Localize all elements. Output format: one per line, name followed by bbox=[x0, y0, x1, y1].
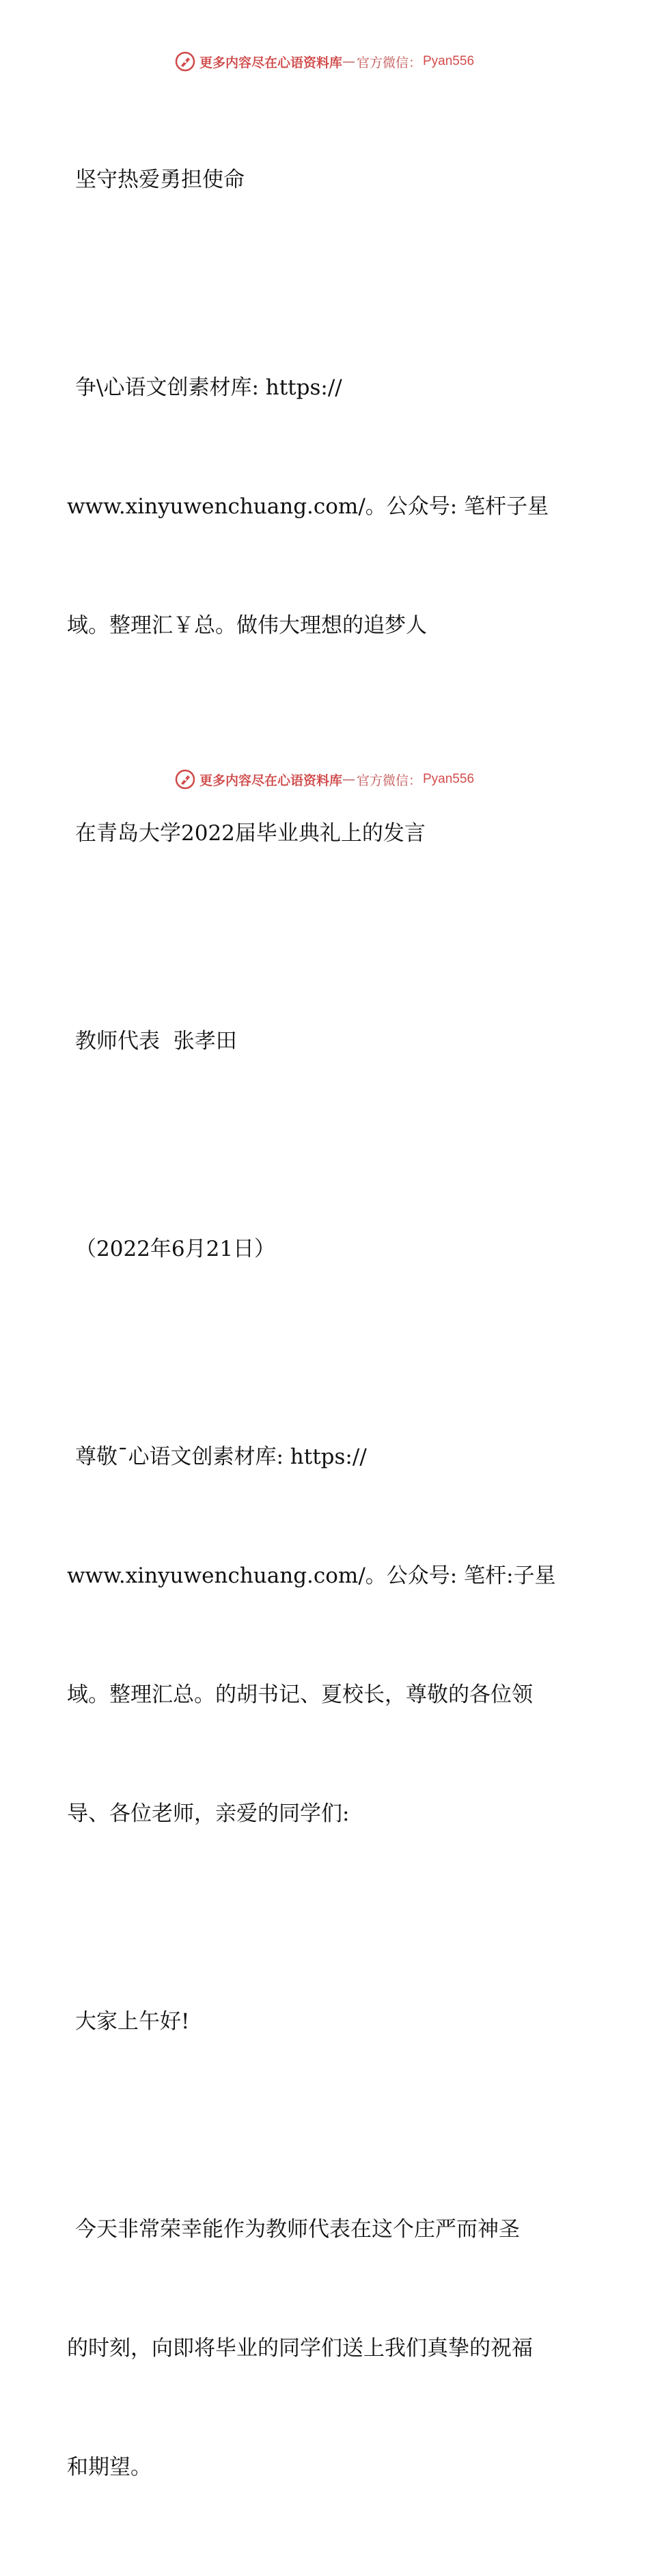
banner-site-text: 更多内容尽在心语资料库 bbox=[199, 55, 342, 70]
footer-banner bbox=[0, 766, 649, 793]
text-line: 教师代表 张孝田 bbox=[75, 1029, 237, 1054]
text-line: 的时刻，向即将毕业的同学们送上我们真挚的祝福 bbox=[67, 2336, 533, 2361]
text-line: （2022年6月21日） bbox=[75, 1237, 276, 1261]
paragraph-greeting bbox=[67, 1922, 586, 2121]
banner-separator: — bbox=[342, 54, 355, 69]
banner-site-text: 更多内容尽在心语资料库 bbox=[199, 773, 342, 788]
paragraph-salutation bbox=[67, 1358, 586, 1913]
text-line: 在青岛大学2022届毕业典礼上的发言 bbox=[75, 821, 426, 846]
text-line: 域。整理汇总。的胡书记、夏校长，尊敬的各位领 bbox=[67, 1682, 533, 1707]
banner-wechat-label: 官方微信： bbox=[356, 55, 422, 70]
text-line: 坚守热爱勇担使命 bbox=[75, 167, 245, 192]
doc-title bbox=[67, 81, 586, 279]
banner-wechat-id: Pyan556 bbox=[423, 772, 475, 786]
speech-date bbox=[67, 1150, 586, 1348]
text-line: 大家上午好! bbox=[75, 2009, 190, 2034]
text-line: 域。整理汇￥总。做伟大理想的追梦人 bbox=[67, 613, 427, 638]
paragraph-source-note-1 bbox=[67, 289, 586, 725]
speech-occasion bbox=[67, 734, 586, 933]
text-line: 和期望。 bbox=[67, 2455, 152, 2480]
text-line: www.xinyuwenchuang.com/。公众号: 笔杆:子星 bbox=[67, 1564, 556, 1588]
header-banner bbox=[0, 48, 649, 75]
paragraph-opening bbox=[67, 2130, 586, 2566]
text-line: 争\心语文创素材库: https:// bbox=[75, 375, 342, 400]
speaker-line bbox=[67, 942, 586, 1140]
banner-wechat-id: Pyan556 bbox=[423, 54, 475, 68]
pen-nib-circle-icon bbox=[175, 51, 195, 72]
text-line: 尊敬¯心语文创素材库: https:// bbox=[75, 1445, 367, 1469]
text-line: 今天非常荣幸能作为教师代表在这个庄严而神圣 bbox=[75, 2217, 520, 2242]
pen-nib-circle-icon bbox=[175, 769, 195, 790]
banner-wechat-label: 官方微信： bbox=[356, 773, 422, 788]
document-body bbox=[67, 81, 586, 2576]
text-line: www.xinyuwenchuang.com/。公众号: 笔杆子星 bbox=[67, 494, 549, 519]
text-line: 导、各位老师，亲爱的同学们: bbox=[67, 1801, 350, 1826]
banner-separator: — bbox=[342, 772, 355, 787]
